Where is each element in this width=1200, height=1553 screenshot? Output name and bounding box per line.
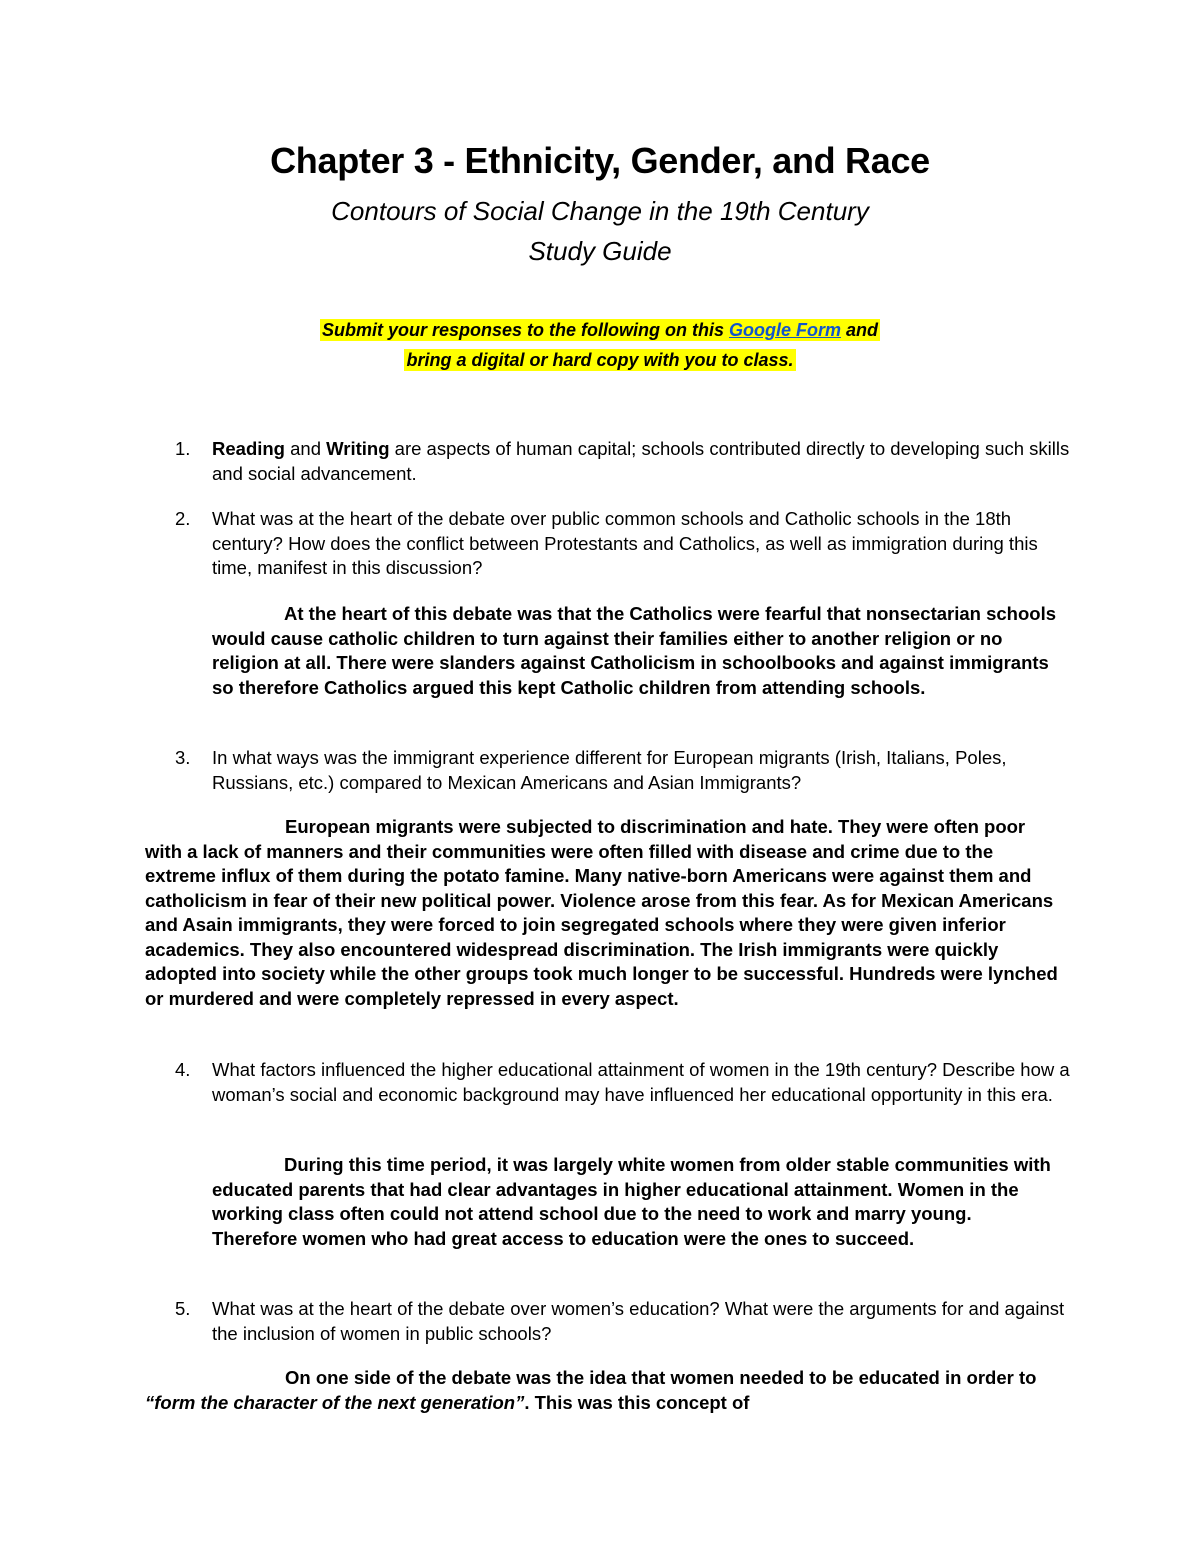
- item-number: 1.: [175, 438, 191, 459]
- item-text: What factors influenced the higher educational attainment of women in the 19th century? Describe how a woman’s social and economic background may have influenced her educational opportunity in this era.: [212, 1059, 1070, 1105]
- instructions-line-1: [0, 318, 1200, 342]
- item-bold-reading: Reading: [212, 438, 285, 459]
- google-form-link[interactable]: Google Form: [729, 320, 841, 340]
- item-text: In what ways was the immigrant experience different for European migrants (Irish, Italians, Poles, Russians, etc.) compared to Mexican Americans and Asian Immigrants?: [212, 747, 1007, 793]
- item-text-part: are aspects of human capital; schools contributed directly to developing such skills and social advancement.: [212, 438, 1070, 484]
- page-subtitle: Contours of Social Change in the 19th Century: [331, 196, 869, 226]
- answer-text: European migrants were subjected to discrimination and hate. They were often poor with a lack of manners and their communities were often filled with disease and crime due to the extreme influx of them during the potato famine. Many native-born Americans were against them and catholicism in fear of their new political power. Violence arose from this fear. As for Mexican Americans and Asain immigrants, they were forced to join segregated schools where they were given inferior academics. They also encountered widespread discrimination. The Irish immigrants were quickly adopted into society while the other groups took much longer to be successful. Hundreds were lynched or murdered and were completely repressed in every aspect.: [145, 816, 1058, 1009]
- answer-text: At the heart of this debate was that the Catholics were fearful that nonsectarian schools would cause catholic children to turn against their families either to another religion or no religion at all. There were slanders against Catholicism in schoolbooks and against immigrants so therefore Catholics argued this kept Catholic children from attending schools.: [212, 603, 1057, 698]
- page-subtitle-study-guide: Study Guide: [528, 236, 672, 266]
- item-text: What was at the heart of the debate over women’s education? What were the arguments for and against the inclusion of women in public schools?: [212, 1298, 1065, 1344]
- answer-text: [145, 1366, 1060, 1415]
- item-text: [212, 437, 1072, 486]
- answer-text: During this time period, it was largely white women from older stable communities with educated parents that had clear advantages in higher educational attainment. Women in the working class often could not attend school due to the need to work and marry young. Therefore women who had great access to education were the ones to succeed.: [212, 1154, 1051, 1249]
- answer-block: [145, 815, 1060, 1011]
- item-text: What was at the heart of the debate over public common schools and Catholic schools in the 18th century? How does the conflict between Protestants and Catholics, as well as immigration during this time, manifest in this discussion?: [212, 508, 1038, 578]
- instructions-line-2: [0, 348, 1200, 372]
- item-number: 3.: [175, 747, 191, 768]
- item-number: 2.: [175, 508, 191, 529]
- answer-quote: “form the character of the next generation”: [145, 1391, 525, 1413]
- answer-block: [212, 1153, 1062, 1251]
- instructions-text-2: bring a digital or hard copy with you to class.: [406, 350, 794, 370]
- answer-block: [145, 1366, 1060, 1415]
- page-title: Chapter 3 - Ethnicity, Gender, and Race: [270, 140, 930, 181]
- item-number: 5.: [175, 1298, 191, 1319]
- item-bold-writing: Writing: [326, 438, 390, 459]
- instructions-text-end: and: [841, 320, 879, 340]
- answer-text-part: On one side of the debate was the idea that women needed to be educated in order to: [285, 1367, 1037, 1388]
- item-text-part: and: [284, 438, 327, 459]
- answer-block: [212, 602, 1062, 700]
- item-number: 4.: [175, 1059, 191, 1080]
- instructions-text: Submit your responses to the following on this: [321, 320, 729, 340]
- answer-text-part: . This was this concept of: [524, 1391, 750, 1413]
